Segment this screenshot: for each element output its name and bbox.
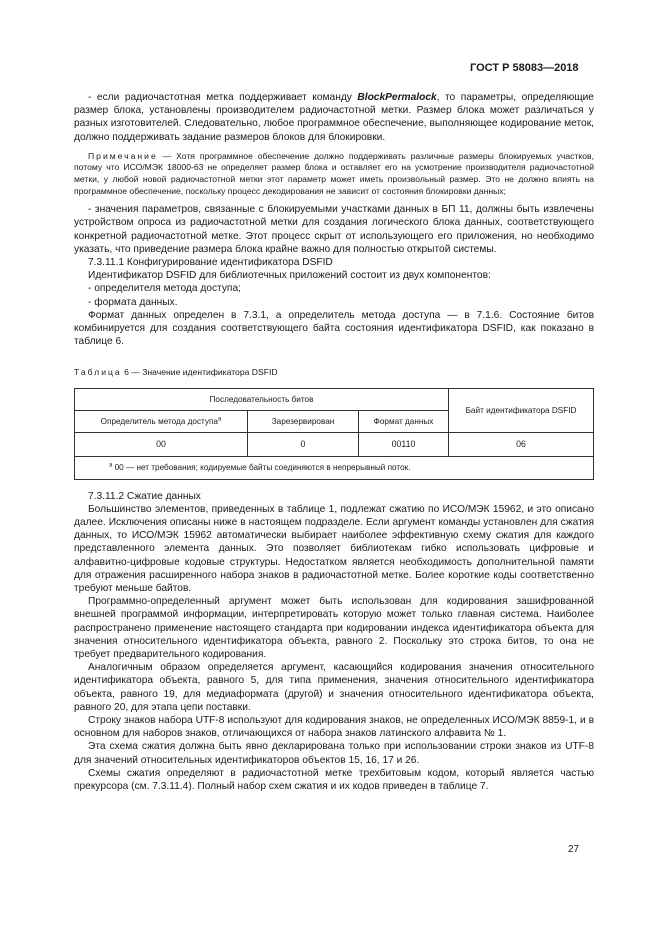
table-header-data-format: Формат данных bbox=[359, 410, 449, 432]
list-item: - определителя метода доступа; bbox=[88, 283, 241, 295]
table-header-access-method bbox=[75, 410, 248, 432]
table-caption bbox=[74, 366, 594, 379]
paragraph-dsfid-format: Формат данных определен в 7.3.1, а определитель метода доступа — в 7.1.6. Состояние битов комбинируется для создания соответствующего байта состояния идентификатора DSFID, как показано в таблице 6. bbox=[74, 309, 594, 348]
note-label: Примечание bbox=[88, 150, 158, 161]
table-group-header: Последовательность битов bbox=[75, 388, 449, 410]
table-header-text: Определитель метода доступа bbox=[100, 416, 218, 426]
paragraph-text: - если радиочастотная метка поддерживает команду bbox=[88, 92, 358, 103]
footnote-text: 00 — нет требования; кодируемые байты соединяются в непрерывный поток. bbox=[112, 463, 411, 473]
table-header-reserved: Зарезервирован bbox=[248, 410, 359, 432]
paragraph: Схемы сжатия определяют в радиочастотной метке трехбитовым кодом, который является частью прекурсора (см. 7.3.11.4). Полный набор схем сжатия и их кодов приведен в таблице 7. bbox=[74, 767, 594, 793]
paragraph: Программно-определенный аргумент может быть использован для кодирования зашифрованной внешней программой информации, интерпретировать которую может только главная система. Наиболее распространено применение настоящего стандарта при кодировании индекса идентификатора объекта для значения относительного идентификатора объекта, равного 2. Поскольку это строка битов, то она не требует предварительного кодирования. bbox=[74, 596, 594, 661]
paragraph-dsfid-intro: Идентификатор DSFID для библиотечных приложений состоит из двух компонентов: bbox=[88, 270, 491, 282]
table-caption-text: 6 — Значение идентификатора DSFID bbox=[121, 367, 278, 378]
table-footnote bbox=[75, 456, 594, 479]
paragraph-block-params: - значения параметров, связанные с блокируемыми участками данных в БП 11, должны быть извлечены устройством опроса из радиочастотной метки для создания логического блока данных, соответствующего конкретной радиочастотной метке. Этот процесс скрыт от использующего его приложения, но необходимо указать, что приведение размера блока крайне важно для полностью открытой системы. bbox=[74, 204, 594, 255]
note bbox=[74, 151, 594, 197]
footnote-mark: а bbox=[109, 462, 113, 469]
table-row bbox=[75, 432, 594, 456]
table-caption-label: Таблица bbox=[74, 367, 122, 378]
command-name: BlockPermalock bbox=[357, 92, 437, 103]
page-body bbox=[74, 91, 594, 793]
table-header-dsfid-byte: Байт идентификатора DSFID bbox=[449, 388, 594, 432]
paragraph-text: , то параметры, определяющие размер блока, установлены производителем радиочастотной метки. Размер блока может различаться у разных изготовителей. Следовательно, любое программное обеспечение, выполняющее кодирование меток, должно поддерживать задание размеров блоков для блокировки. bbox=[74, 92, 594, 143]
table-cell: 00110 bbox=[359, 432, 449, 456]
document-header: ГОСТ Р 58083—2018 bbox=[470, 62, 579, 74]
section-heading-7-3-11-2: 7.3.11.2 Сжатие данных bbox=[88, 490, 201, 502]
section-heading-7-3-11-1: 7.3.11.1 Конфигурирование идентификатора DSFID bbox=[88, 257, 333, 268]
paragraph: Эта схема сжатия должна быть явно декларирована только при использовании строки знаков из UTF-8 для значений относительных идентификаторов объектов 15, 16, 17 и 26. bbox=[74, 741, 594, 766]
paragraph: Аналогичным образом определяется аргумент, касающийся кодирования значения относительного идентификатора объекта, равного 5, для типа применения, значения относительного идентификатора объекта, равного 19, для медиаформата (другой) и значения относительного идентификатора объекта, равного 20, для этапа цепи поставки. bbox=[74, 662, 594, 713]
table-cell: 06 bbox=[449, 432, 594, 456]
paragraph-block-size bbox=[74, 91, 594, 144]
dsfid-table bbox=[74, 388, 594, 480]
page-number: 27 bbox=[568, 844, 580, 855]
table-cell: 0 bbox=[248, 432, 359, 456]
paragraph: Большинство элементов, приведенных в таблице 1, подлежат сжатию по ИСО/МЭК 15962, и это описано далее. Исключения описаны ниже в настоящем подразделе. Если аргумент команды установлен для сжатия данных, то ИСО/МЭК 15962 автоматически выбирает наиболее эффективную схему сжатия для каждого представленного элемента данных. Это позволяет библиотекам гибко использовать цифровые и алфавитно-цифровые кодовые структуры. Недостатком является необходимость дополнительной памяти для отражения расширенного набора знаков в радиочастотной метке. Более короткие коды соответственно требуют меньше байтов. bbox=[74, 503, 594, 595]
footnote-mark: а bbox=[217, 415, 222, 422]
list-item: - формата данных. bbox=[88, 296, 178, 308]
paragraph: Строку знаков набора UTF-8 используют для кодирования знаков, не определенных ИСО/МЭК 8859-1, и в основном для наборов знаков, отличающихся от набора знаков латинского алфавита № 1. bbox=[74, 715, 594, 740]
note-text: — Хотя программное обеспечение должно поддерживать различные размеры блокируемых участков, потому что ИСО/МЭК 18000-63 не определяет размер блока и оставляет его на усмотрение производителя радиочастотной метки, у любой новой радиочастотной метки этот параметр может иметь произвольный размер. Это не должно влиять на программное обеспечение, поскольку процесс декодирования не зависит от состояния блокировки данных; bbox=[74, 150, 594, 196]
table-cell: 00 bbox=[75, 432, 248, 456]
